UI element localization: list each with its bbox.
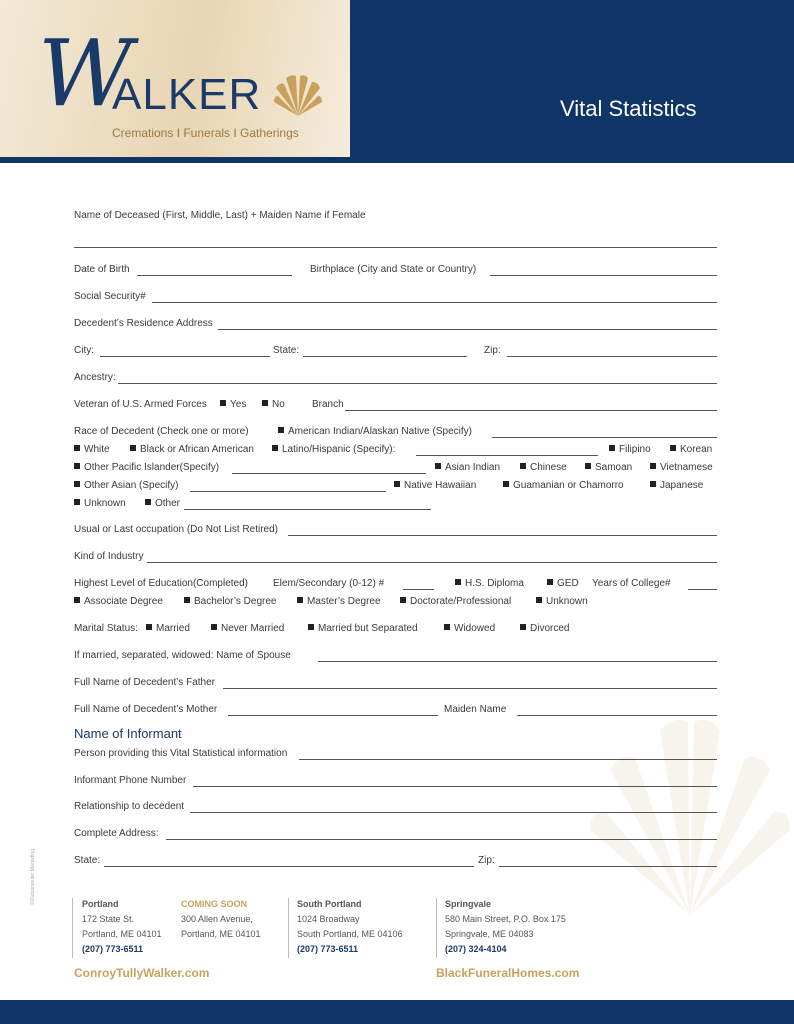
race-amind-checkbox[interactable]: [278, 426, 472, 437]
checkbox-icon: [74, 463, 80, 469]
header-title-band: [350, 0, 794, 157]
informant-zip-field[interactable]: [499, 866, 717, 867]
race-pacific-field[interactable]: [232, 473, 426, 474]
race-other-asian-field[interactable]: [190, 491, 386, 492]
father-label: Full Name of Decedent’s Father: [74, 677, 215, 688]
marital-married-checkbox[interactable]: [146, 623, 190, 634]
credit-text: ©Outcomputer Marketing: [30, 849, 36, 905]
race-japanese-checkbox[interactable]: [650, 480, 703, 491]
race-unknown-label: Unknown: [84, 498, 126, 509]
logo-tagline: Cremations I Funerals I Gatherings: [112, 126, 299, 140]
page-title: Vital Statistics: [560, 96, 697, 121]
marital-married-label: Married: [156, 623, 190, 634]
deceased-name-label: Name of Deceased (First, Middle, Last) + Maiden Name if Female: [74, 210, 366, 221]
edu-hs-label: H.S. Diploma: [465, 578, 524, 589]
race-asian-indian-label: Asian Indian: [445, 462, 501, 473]
footer-coming-soon: [181, 897, 261, 942]
race-black-label: Black or African American: [140, 444, 254, 455]
race-japanese-label: Japanese: [660, 480, 704, 491]
father-field[interactable]: [223, 688, 717, 689]
checkbox-icon: [278, 427, 284, 433]
portland-line2: Portland, ME 04101: [82, 929, 162, 939]
marital-never-label: Never Married: [221, 623, 285, 634]
header-divider: [0, 157, 794, 163]
race-guamanian-checkbox[interactable]: [503, 480, 624, 491]
marital-widowed-label: Widowed: [454, 623, 496, 634]
veteran-no-checkbox[interactable]: [262, 399, 285, 410]
race-korean-checkbox[interactable]: [670, 444, 712, 455]
footer-divider: [436, 898, 437, 958]
footer-divider: [288, 898, 289, 958]
edu-elem-field[interactable]: [403, 589, 434, 590]
birthplace-field[interactable]: [490, 275, 717, 276]
edu-unknown-label: Unknown: [546, 596, 588, 607]
edu-associate-checkbox[interactable]: [74, 596, 163, 607]
footer-south-portland: [297, 897, 403, 957]
race-latino-label: Latino/Hispanic (Specify):: [282, 444, 396, 455]
edu-master-label: Master’s Degree: [307, 596, 381, 607]
occupation-field[interactable]: [288, 535, 717, 536]
edu-master-checkbox[interactable]: [297, 596, 381, 607]
checkbox-icon: [211, 624, 217, 630]
springvale-line1: 580 Main Street, P.O. Box 175: [445, 914, 566, 924]
race-other-asian-checkbox[interactable]: [74, 480, 178, 491]
checkbox-icon: [585, 463, 591, 469]
industry-field[interactable]: [147, 562, 717, 563]
south-portland-line1: 1024 Broadway: [297, 914, 360, 924]
branch-field[interactable]: [345, 410, 717, 411]
logo-wordmark: ALKER: [112, 70, 262, 119]
marital-never-checkbox[interactable]: [211, 623, 284, 634]
checkbox-icon: [297, 597, 303, 603]
race-guamanian-label: Guamanian or Chamorro: [513, 480, 624, 491]
edu-college-label: Years of College#: [592, 578, 671, 589]
checkbox-icon: [74, 445, 80, 451]
website-left-link[interactable]: ConroyTullyWalker.com: [74, 966, 210, 980]
race-white-label: White: [84, 444, 110, 455]
checkbox-icon: [609, 445, 615, 451]
race-amind-field[interactable]: [492, 437, 717, 438]
zip-field[interactable]: [507, 356, 717, 357]
edu-ged-checkbox[interactable]: [547, 578, 579, 589]
city-label: City:: [74, 345, 94, 356]
coming-soon-line2: Portland, ME 04101: [181, 929, 261, 939]
address-field[interactable]: [166, 839, 717, 840]
springvale-line2: Springvale, ME 04083: [445, 929, 534, 939]
race-samoan-checkbox[interactable]: [585, 462, 632, 473]
checkbox-icon: [308, 624, 314, 630]
edu-bachelor-checkbox[interactable]: [184, 596, 276, 607]
south-portland-line2: South Portland, ME 04106: [297, 929, 403, 939]
race-white-checkbox[interactable]: [74, 444, 110, 455]
race-other-field[interactable]: [184, 509, 431, 510]
relationship-field[interactable]: [190, 812, 717, 813]
checkbox-icon: [400, 597, 406, 603]
race-latino-field[interactable]: [416, 455, 598, 456]
portland-line1: 172 State St.: [82, 914, 135, 924]
race-hawaiian-label: Native Hawaiian: [404, 480, 477, 491]
veteran-label: Veteran of U.S. Armed Forces: [74, 399, 207, 410]
checkbox-icon: [503, 481, 509, 487]
provider-label: Person providing this Vital Statistical information: [74, 748, 288, 759]
checkbox-icon: [670, 445, 676, 451]
edu-doctorate-label: Doctorate/Professional: [410, 596, 512, 607]
checkbox-icon: [520, 463, 526, 469]
race-vietnamese-checkbox[interactable]: [650, 462, 713, 473]
race-filipino-checkbox[interactable]: [609, 444, 651, 455]
race-asian-indian-checkbox[interactable]: [435, 462, 500, 473]
checkbox-icon: [74, 481, 80, 487]
coming-soon-line1: 300 Allen Avenue,: [181, 914, 253, 924]
checkbox-icon: [262, 400, 268, 406]
informant-phone-label: Informant Phone Number: [74, 775, 187, 786]
race-chinese-label: Chinese: [530, 462, 567, 473]
race-pacific-label: Other Pacific Islander(Specify): [84, 462, 220, 473]
checkbox-icon: [145, 499, 151, 505]
city-field[interactable]: [100, 356, 270, 357]
race-black-checkbox[interactable]: [130, 444, 254, 455]
mother-field[interactable]: [228, 715, 438, 716]
birthplace-label: Birthplace (City and State or Country): [310, 264, 477, 275]
checkbox-icon: [444, 624, 450, 630]
residence-label: Decedent’s Residence Address: [74, 318, 213, 329]
race-korean-label: Korean: [680, 444, 713, 455]
edu-associate-label: Associate Degree: [84, 596, 163, 607]
veteran-yes-checkbox[interactable]: [220, 399, 246, 410]
occupation-label: Usual or Last occupation (Do Not List Retired): [74, 524, 278, 535]
footer-divider: [72, 898, 73, 958]
checkbox-icon: [130, 445, 136, 451]
checkbox-icon: [272, 445, 278, 451]
ssn-label: Social Security#: [74, 291, 146, 302]
portland-phone: (207) 773-6511: [82, 944, 144, 954]
logo-initial: W: [38, 20, 133, 127]
state-label: State:: [273, 345, 300, 356]
checkbox-icon: [146, 624, 152, 630]
south-portland-name: South Portland: [297, 899, 362, 909]
dob-field[interactable]: [137, 275, 292, 276]
race-chinese-checkbox[interactable]: [520, 462, 567, 473]
ancestry-field[interactable]: [118, 383, 717, 384]
edu-ged-label: GED: [557, 578, 579, 589]
race-other-asian-label: Other Asian (Specify): [84, 480, 179, 491]
maiden-field[interactable]: [517, 715, 717, 716]
portland-name: Portland: [82, 899, 119, 909]
marital-label: Marital Status:: [74, 623, 138, 634]
checkbox-icon: [650, 481, 656, 487]
shell-logo-icon: [272, 68, 324, 120]
industry-label: Kind of Industry: [74, 551, 144, 562]
residence-field[interactable]: [218, 329, 717, 330]
ssn-field[interactable]: [152, 302, 717, 303]
race-samoan-label: Samoan: [595, 462, 633, 473]
race-filipino-label: Filipino: [619, 444, 651, 455]
state-field[interactable]: [303, 356, 467, 357]
checkbox-icon: [547, 579, 553, 585]
checkbox-icon: [184, 597, 190, 603]
dob-label: Date of Birth: [74, 264, 130, 275]
checkbox-icon: [455, 579, 461, 585]
checkbox-icon: [536, 597, 542, 603]
spouse-field[interactable]: [318, 661, 717, 662]
ancestry-label: Ancestry:: [74, 372, 116, 383]
branch-label: Branch: [312, 399, 344, 410]
informant-state-label: State:: [74, 855, 101, 866]
edu-college-field[interactable]: [688, 589, 717, 590]
race-unknown-checkbox[interactable]: [74, 498, 126, 509]
race-amind-label: American Indian/Alaskan Native (Specify): [288, 426, 472, 437]
spouse-label: If married, separated, widowed: Name of Spouse: [74, 650, 291, 661]
marital-divorced-checkbox[interactable]: [520, 623, 569, 634]
race-latino-checkbox[interactable]: [272, 444, 395, 455]
footer-bar: [0, 1000, 794, 1024]
race-other-label: Other: [155, 498, 181, 509]
shell-watermark-icon: [590, 710, 790, 920]
race-pacific-checkbox[interactable]: [74, 462, 219, 473]
coming-soon-title: COMING SOON: [181, 899, 248, 909]
education-label: Highest Level of Education(Completed): [74, 578, 248, 589]
marital-widowed-checkbox[interactable]: [444, 623, 495, 634]
race-hawaiian-checkbox[interactable]: [394, 480, 476, 491]
south-portland-phone: (207) 773-6511: [297, 944, 359, 954]
springvale-name: Springvale: [445, 899, 492, 909]
checkbox-icon: [435, 463, 441, 469]
informant-state-field[interactable]: [104, 866, 474, 867]
maiden-label: Maiden Name: [444, 704, 507, 715]
edu-bachelor-label: Bachelor’s Degree: [194, 596, 277, 607]
checkbox-icon: [650, 463, 656, 469]
address-label: Complete Address:: [74, 828, 159, 839]
checkbox-icon: [74, 597, 80, 603]
edu-doctorate-checkbox[interactable]: [400, 596, 511, 607]
marital-separated-label: Married but Separated: [318, 623, 418, 634]
edu-elem-label: Elem/Secondary (0-12) #: [273, 578, 385, 589]
race-other-checkbox[interactable]: [145, 498, 180, 509]
marital-separated-checkbox[interactable]: [308, 623, 418, 634]
mother-label: Full Name of Decedent’s Mother: [74, 704, 218, 715]
edu-hs-checkbox[interactable]: [455, 578, 524, 589]
springvale-phone: (207) 324-4104: [445, 944, 507, 954]
deceased-name-field[interactable]: [74, 247, 717, 248]
zip-label: Zip:: [484, 345, 501, 356]
checkbox-icon: [220, 400, 226, 406]
race-vietnamese-label: Vietnamese: [660, 462, 713, 473]
informant-zip-label: Zip:: [478, 855, 495, 866]
veteran-no-label: No: [272, 399, 285, 410]
relationship-label: Relationship to decedent: [74, 801, 185, 812]
race-label: Race of Decedent (Check one or more): [74, 426, 249, 437]
checkbox-icon: [520, 624, 526, 630]
footer-portland: [82, 897, 162, 957]
checkbox-icon: [74, 499, 80, 505]
informant-heading: Name of Informant: [74, 726, 182, 741]
website-right-link[interactable]: BlackFuneralHomes.com: [436, 966, 580, 980]
checkbox-icon: [394, 481, 400, 487]
veteran-yes-label: Yes: [230, 399, 247, 410]
marital-divorced-label: Divorced: [530, 623, 570, 634]
informant-phone-field[interactable]: [193, 786, 717, 787]
edu-unknown-checkbox[interactable]: [536, 596, 588, 607]
footer-springvale: [445, 897, 566, 957]
provider-field[interactable]: [299, 759, 717, 760]
